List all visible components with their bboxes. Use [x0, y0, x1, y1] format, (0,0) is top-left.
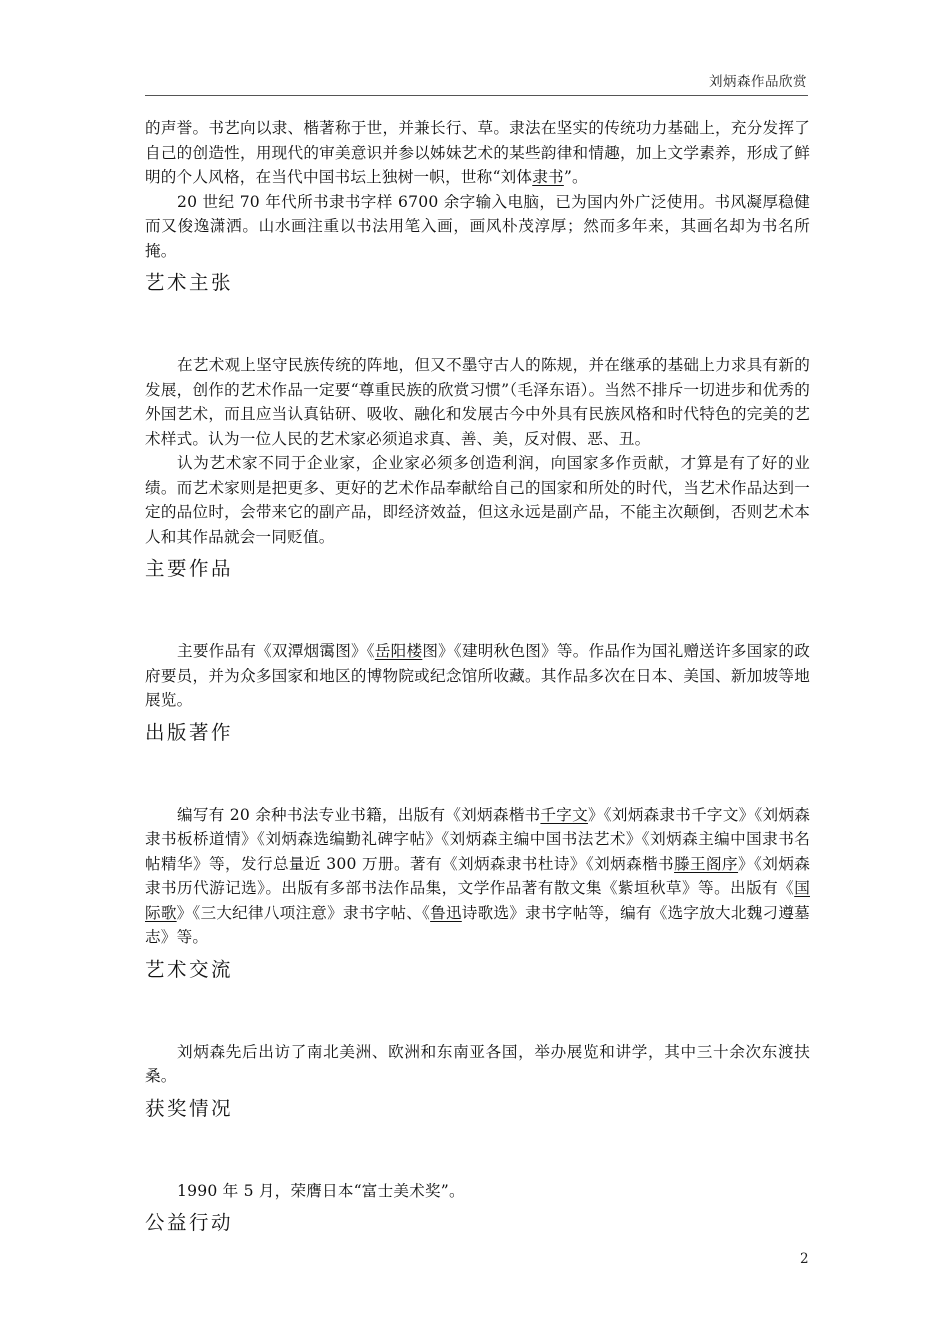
section-title-art-views: 艺术主张 [145, 271, 234, 294]
link-luxun[interactable]: 鲁迅 [430, 903, 462, 922]
section-title-charity: 公益行动 [145, 1211, 234, 1234]
intro-paragraph-1: 的声誉。书艺向以隶、楷著称于世，并兼长行、草。隶法在坚实的传统功力基础上，充分发挥了自己的创造性，用现代的审美意识并参以姊妹艺术的某些韵律和情趣，加上文学素养，形成了鲜明的个人风格，在当代中国书坛上独树一帜，世称“刘体隶书”。 [145, 119, 810, 186]
link-guojige[interactable]: 国际歌 [145, 879, 810, 922]
art-views-paragraph-1: 在艺术观上坚守民族传统的阵地，但又不墨守古人的陈规，并在继承的基础上力求具有新的发展，创作的艺术作品一定要“尊重民族的欣赏习惯”（毛泽东语）。当然不排斥一切进步和优秀的外国艺术，而且应当认真钻研、吸收、融化和发展古今中外具有民族风格和时代特色的完美的艺术样式。认为一位人民的艺术家必须追求真、善、美，反对假、恶、丑。 [145, 356, 810, 448]
section-title-major-works: 主要作品 [145, 557, 234, 580]
intro-paragraph-2: 20 世纪 70 年代所书隶书字样 6700 余字输入电脑，已为国内外广泛使用。书风凝厚稳健而又俊逸潇洒。山水画注重以书法用笔入画，画风朴茂淳厚；然而多年来，其画名却为书名所掩。 [145, 192, 810, 260]
link-tengwangge-xu[interactable]: 滕王阁序 [674, 854, 739, 873]
link-lishu[interactable]: 隶书 [532, 168, 564, 186]
exchange-paragraph: 刘炳森先后出访了南北美洲、欧洲和东南亚各国，举办展览和讲学，其中三十余次东渡扶桑。 [145, 1042, 810, 1085]
section-title-awards: 获奖情况 [145, 1096, 234, 1120]
art-views-paragraph-2: 认为艺术家不同于企业家，企业家必须多创造利润，向国家多作贡献，才算是有了好的业绩。而艺术家则是把更多、更好的艺术作品奉献给自己的国家和所处的时代，当艺术作品达到一定的品位时，会带来它的副产品，即经济效益，但这永远是副产品，不能主次颠倒，否则艺术本人和其作品就会一同贬值。 [145, 454, 810, 546]
header-rule [145, 95, 808, 96]
major-works-paragraph: 主要作品有《双潭烟霭图》《岳阳楼图》《建明秋色图》等。作品作为国礼赠送许多国家的政府要员，并为众多国家和地区的博物院或纪念馆所收藏。其作品多次在日本、美国、新加坡等地展览。 [145, 642, 810, 709]
awards-paragraph: 1990 年 5 月，荣膺日本“富士美术奖”。 [177, 1181, 465, 1200]
link-qianziwen[interactable]: 千字文 [540, 805, 588, 824]
section-title-publications: 出版著作 [145, 720, 234, 744]
publications-paragraph: 编写有 20 余种书法专业书籍，出版有《刘炳森楷书千字文》《刘炳森隶书千字文》《刘炳森隶书板桥道情》《刘炳森选编勤礼碑字帖》《刘炳森主编中国书法艺术》《刘炳森主编中国隶书名帖精华》等，发行总量近 300 万册。著有《刘炳森隶书杜诗》《刘炳森楷书滕王阁序》《刘炳森隶书历代游记选》。出版有多部书法作品集，文学作品著有散文集《紫垣秋草》等。出版有《国际歌》《三大纪律八项注意》隶书字帖、《鲁迅诗歌选》隶书字帖等，编有《选字放大北魏刁遵墓志》等。 [145, 805, 811, 946]
page-number: 2 [800, 1251, 809, 1267]
document-body [145, 116, 810, 1237]
running-header: 刘炳森作品欣赏 [709, 74, 807, 90]
section-title-exchange: 艺术交流 [145, 957, 234, 981]
link-yueyanglou[interactable]: 岳阳楼 [374, 642, 423, 660]
